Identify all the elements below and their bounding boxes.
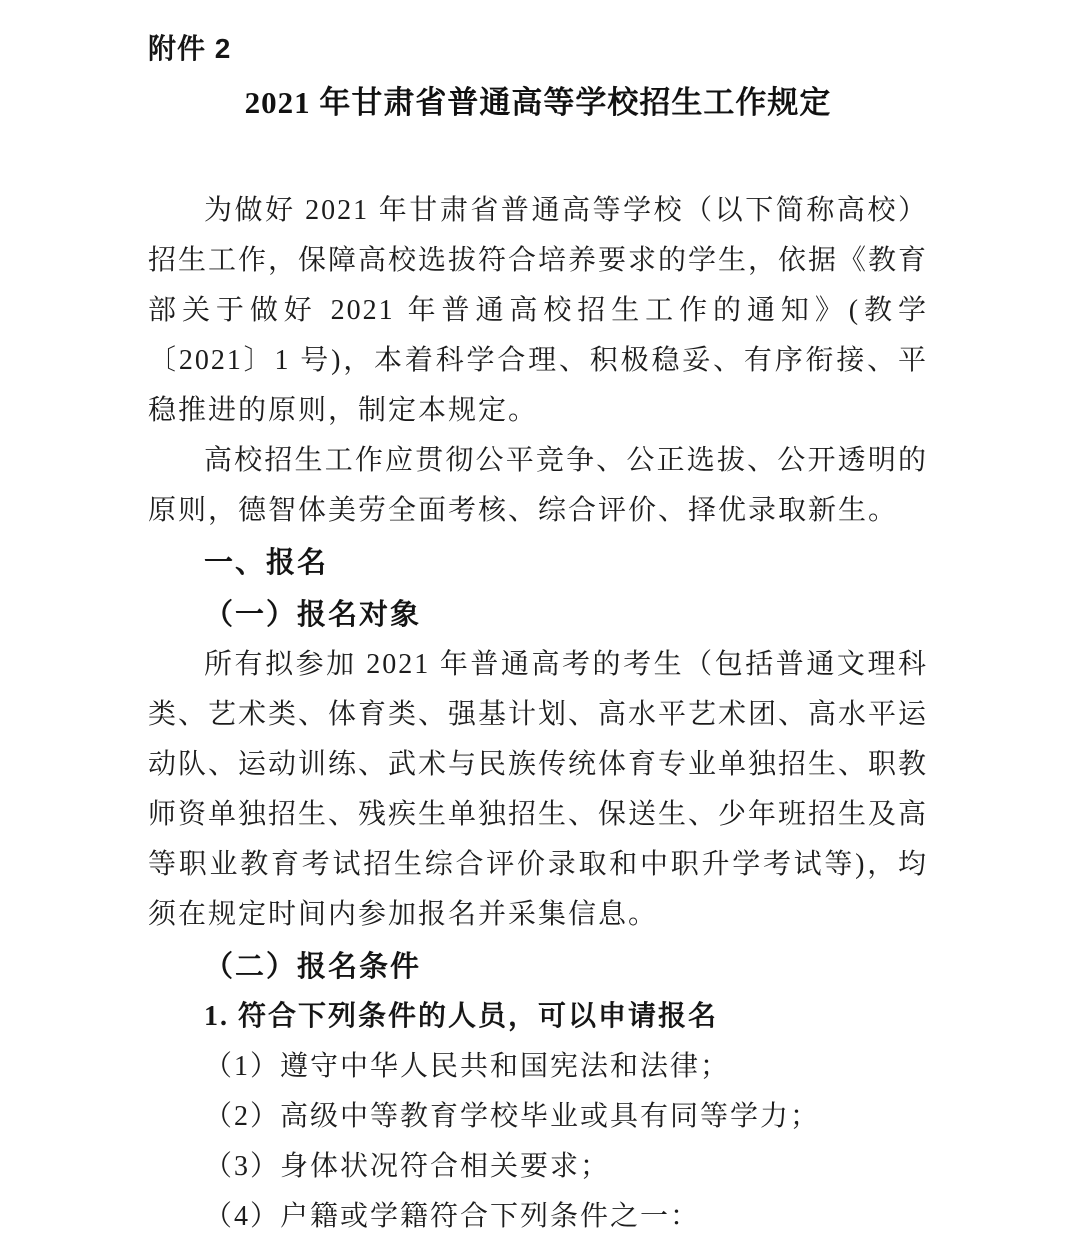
condition-item-1: （1）遵守中华人民共和国宪法和法律； xyxy=(204,1051,731,1082)
condition-item-2: （2）高级中等教育学校毕业或具有同等学力； xyxy=(204,1101,821,1132)
intro-paragraph-1: 为做好 2021 年甘肃省普通高等学校（以下简称高校）招生工作，保障高校选拔符合培养要求的学生，依据《教育部关于做好 2021 年普通高校招生工作的通知》(教学〔2021〕1 号)，本着科学合理、积极稳妥、有序衔接、平稳推进的原则，制定本规定。 xyxy=(148,195,929,426)
document-title: 2021 年甘肃省普通高等学校招生工作规定 xyxy=(244,85,832,120)
section-1-sub-1-heading: （一）报名对象 xyxy=(204,599,422,631)
condition-item-4: （4）户籍或学籍符合下列条件之一： xyxy=(204,1201,701,1232)
condition-intro: 1. 符合下列条件的人员，可以申请报名 xyxy=(204,1001,719,1032)
attachment-label: 附件 2 xyxy=(148,33,232,64)
intro-paragraph-2: 高校招生工作应贯彻公平竞争、公正选拔、公开透明的原则，德智体美劳全面考核、综合评价、择优录取新生。 xyxy=(148,445,928,526)
condition-item-3: （3）身体状况符合相关要求； xyxy=(204,1151,611,1182)
document-body xyxy=(148,28,928,1236)
section-1-sub-2-heading: （二）报名条件 xyxy=(204,951,422,983)
section-1-heading: 一、报名 xyxy=(204,547,329,579)
registration-targets-paragraph: 所有拟参加 2021 年普通高考的考生（包括普通文理科类、艺术类、体育类、强基计划、高水平艺术团、高水平运动队、运动训练、武术与民族传统体育专业单独招生、职教师资单独招生、残疾生单独招生、保送生、少年班招生及高等职业教育考试招生综合评价录取和中职升学考试等)，均须在规定时间内参加报名并采集信息。 xyxy=(148,649,929,930)
